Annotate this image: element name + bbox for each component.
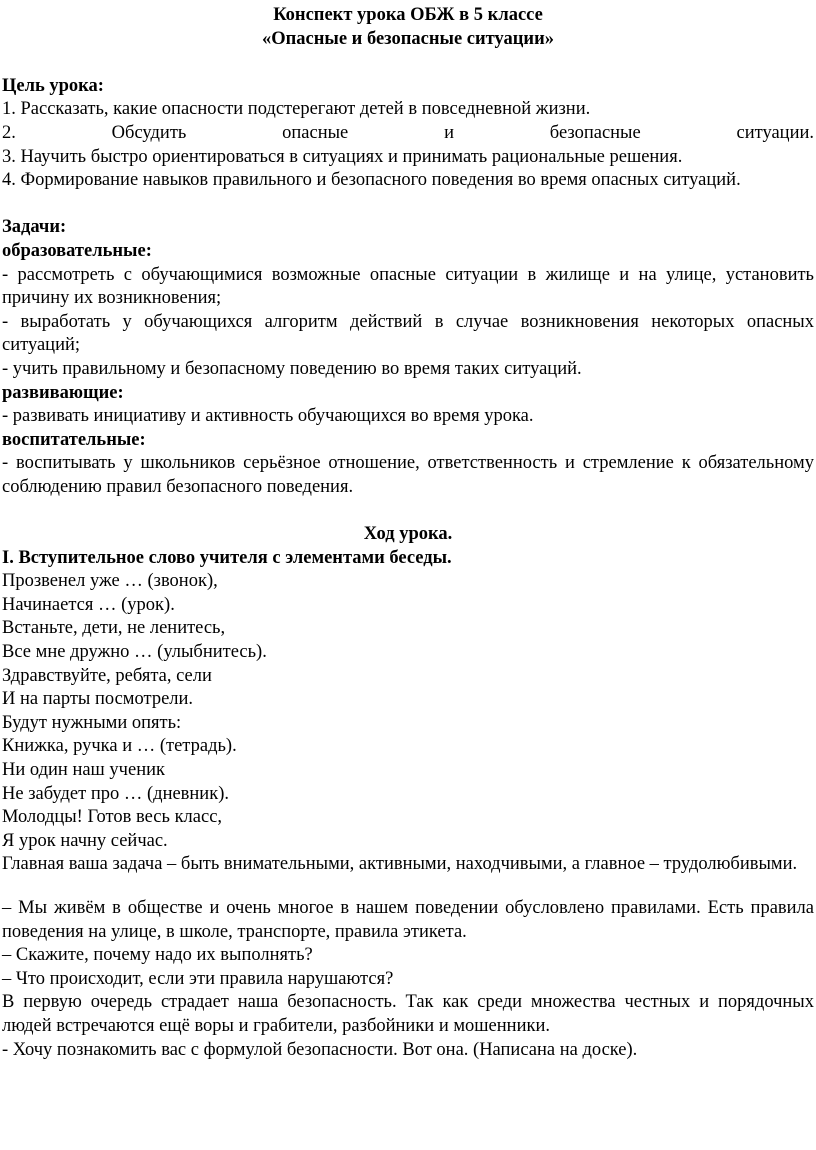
- tasks-educational-heading: образовательные:: [2, 240, 152, 261]
- dialog-line-5: - Хочу познакомить вас с формулой безопасности. Вот она. (Написана на доске).: [2, 1039, 638, 1060]
- dialog-line-2: – Скажите, почему надо их выполнять?: [2, 945, 313, 966]
- tasks-upbringing-heading: воспитательные:: [2, 429, 146, 450]
- goal-item-1: 1. Рассказать, какие опасности подстерегают детей в повседневной жизни.: [2, 99, 591, 120]
- section-1-title: I. Вступительное слово учителя с элементами беседы.: [2, 547, 452, 568]
- poem-line: Прозвенел уже … (звонок),: [2, 571, 218, 592]
- poem-line: Начинается … (урок).: [2, 594, 175, 615]
- poem-line: Здравствуйте, ребята, сели: [2, 665, 212, 686]
- document-subtitle: «Опасные и безопасные ситуации»: [261, 28, 555, 49]
- lesson-heading: Ход урока.: [363, 524, 453, 545]
- poem-line: Будут нужными опять:: [2, 712, 182, 733]
- goal-item-3: 3. Научить быстро ориентироваться в ситуациях и принимать рациональные решения.: [2, 146, 683, 167]
- goal-item-4: 4. Формирование навыков правильного и безопасного поведения во время опасных ситуаций.: [2, 170, 741, 191]
- poem-line: Не забудет про … (дневник).: [2, 783, 229, 804]
- task-upbringing-1: - воспитывать у школьников серьёзное отношение, ответственность и стремление к обязательному соблюдению правил безопасного поведения.: [2, 453, 814, 497]
- goal-item-2: 2. Обсудить опасные и безопасные ситуации.: [2, 122, 814, 143]
- poem-line: Встаньте, дети, не ленитесь,: [2, 618, 226, 639]
- task-educational-2: - выработать у обучающихся алгоритм действий в случае возникновения некоторых опасных ситуаций;: [2, 311, 814, 356]
- task-paragraph: Главная ваша задача – быть внимательными, активными, находчивыми, а главное – трудолюбивыми.: [2, 854, 798, 875]
- poem-line: Я урок начну сейчас.: [2, 830, 168, 851]
- poem-line: Все мне дружно … (улыбнитесь).: [2, 642, 267, 663]
- poem-line: И на парты посмотрели.: [2, 689, 194, 710]
- tasks-heading: Задачи:: [2, 217, 67, 238]
- document-title: Конспект урока ОБЖ в 5 классе: [273, 5, 543, 25]
- poem-line: Молодцы! Готов весь класс,: [2, 807, 223, 828]
- dialog-line-1: – Мы живём в обществе и очень многое в нашем поведении обусловлено правилами. Есть правила поведения на улице, в школе, транспорте, правила этикета.: [2, 897, 814, 942]
- goals-heading: Цель урока:: [2, 75, 104, 96]
- dialog-line-3: – Что происходит, если эти правила нарушаются?: [2, 968, 394, 989]
- poem-line: Книжка, ручка и … (тетрадь).: [2, 736, 237, 757]
- task-educational-1: - рассмотреть с обучающимися возможные опасные ситуации в жилище и на улице, установить причину их возникновения;: [2, 264, 814, 309]
- task-developing-1: - развивать инициативу и активность обучающихся во время урока.: [2, 406, 534, 427]
- task-educational-3: - учить правильному и безопасному поведению во время таких ситуаций.: [2, 358, 582, 379]
- poem-line: Ни один наш ученик: [2, 760, 165, 780]
- tasks-developing-heading: развивающие:: [2, 382, 124, 403]
- dialog-line-4: В первую очередь страдает наша безопасность. Так как среди множества честных и порядочных людей встречаются ещё воры и грабители, разбойники и мошенники.: [2, 992, 814, 1036]
